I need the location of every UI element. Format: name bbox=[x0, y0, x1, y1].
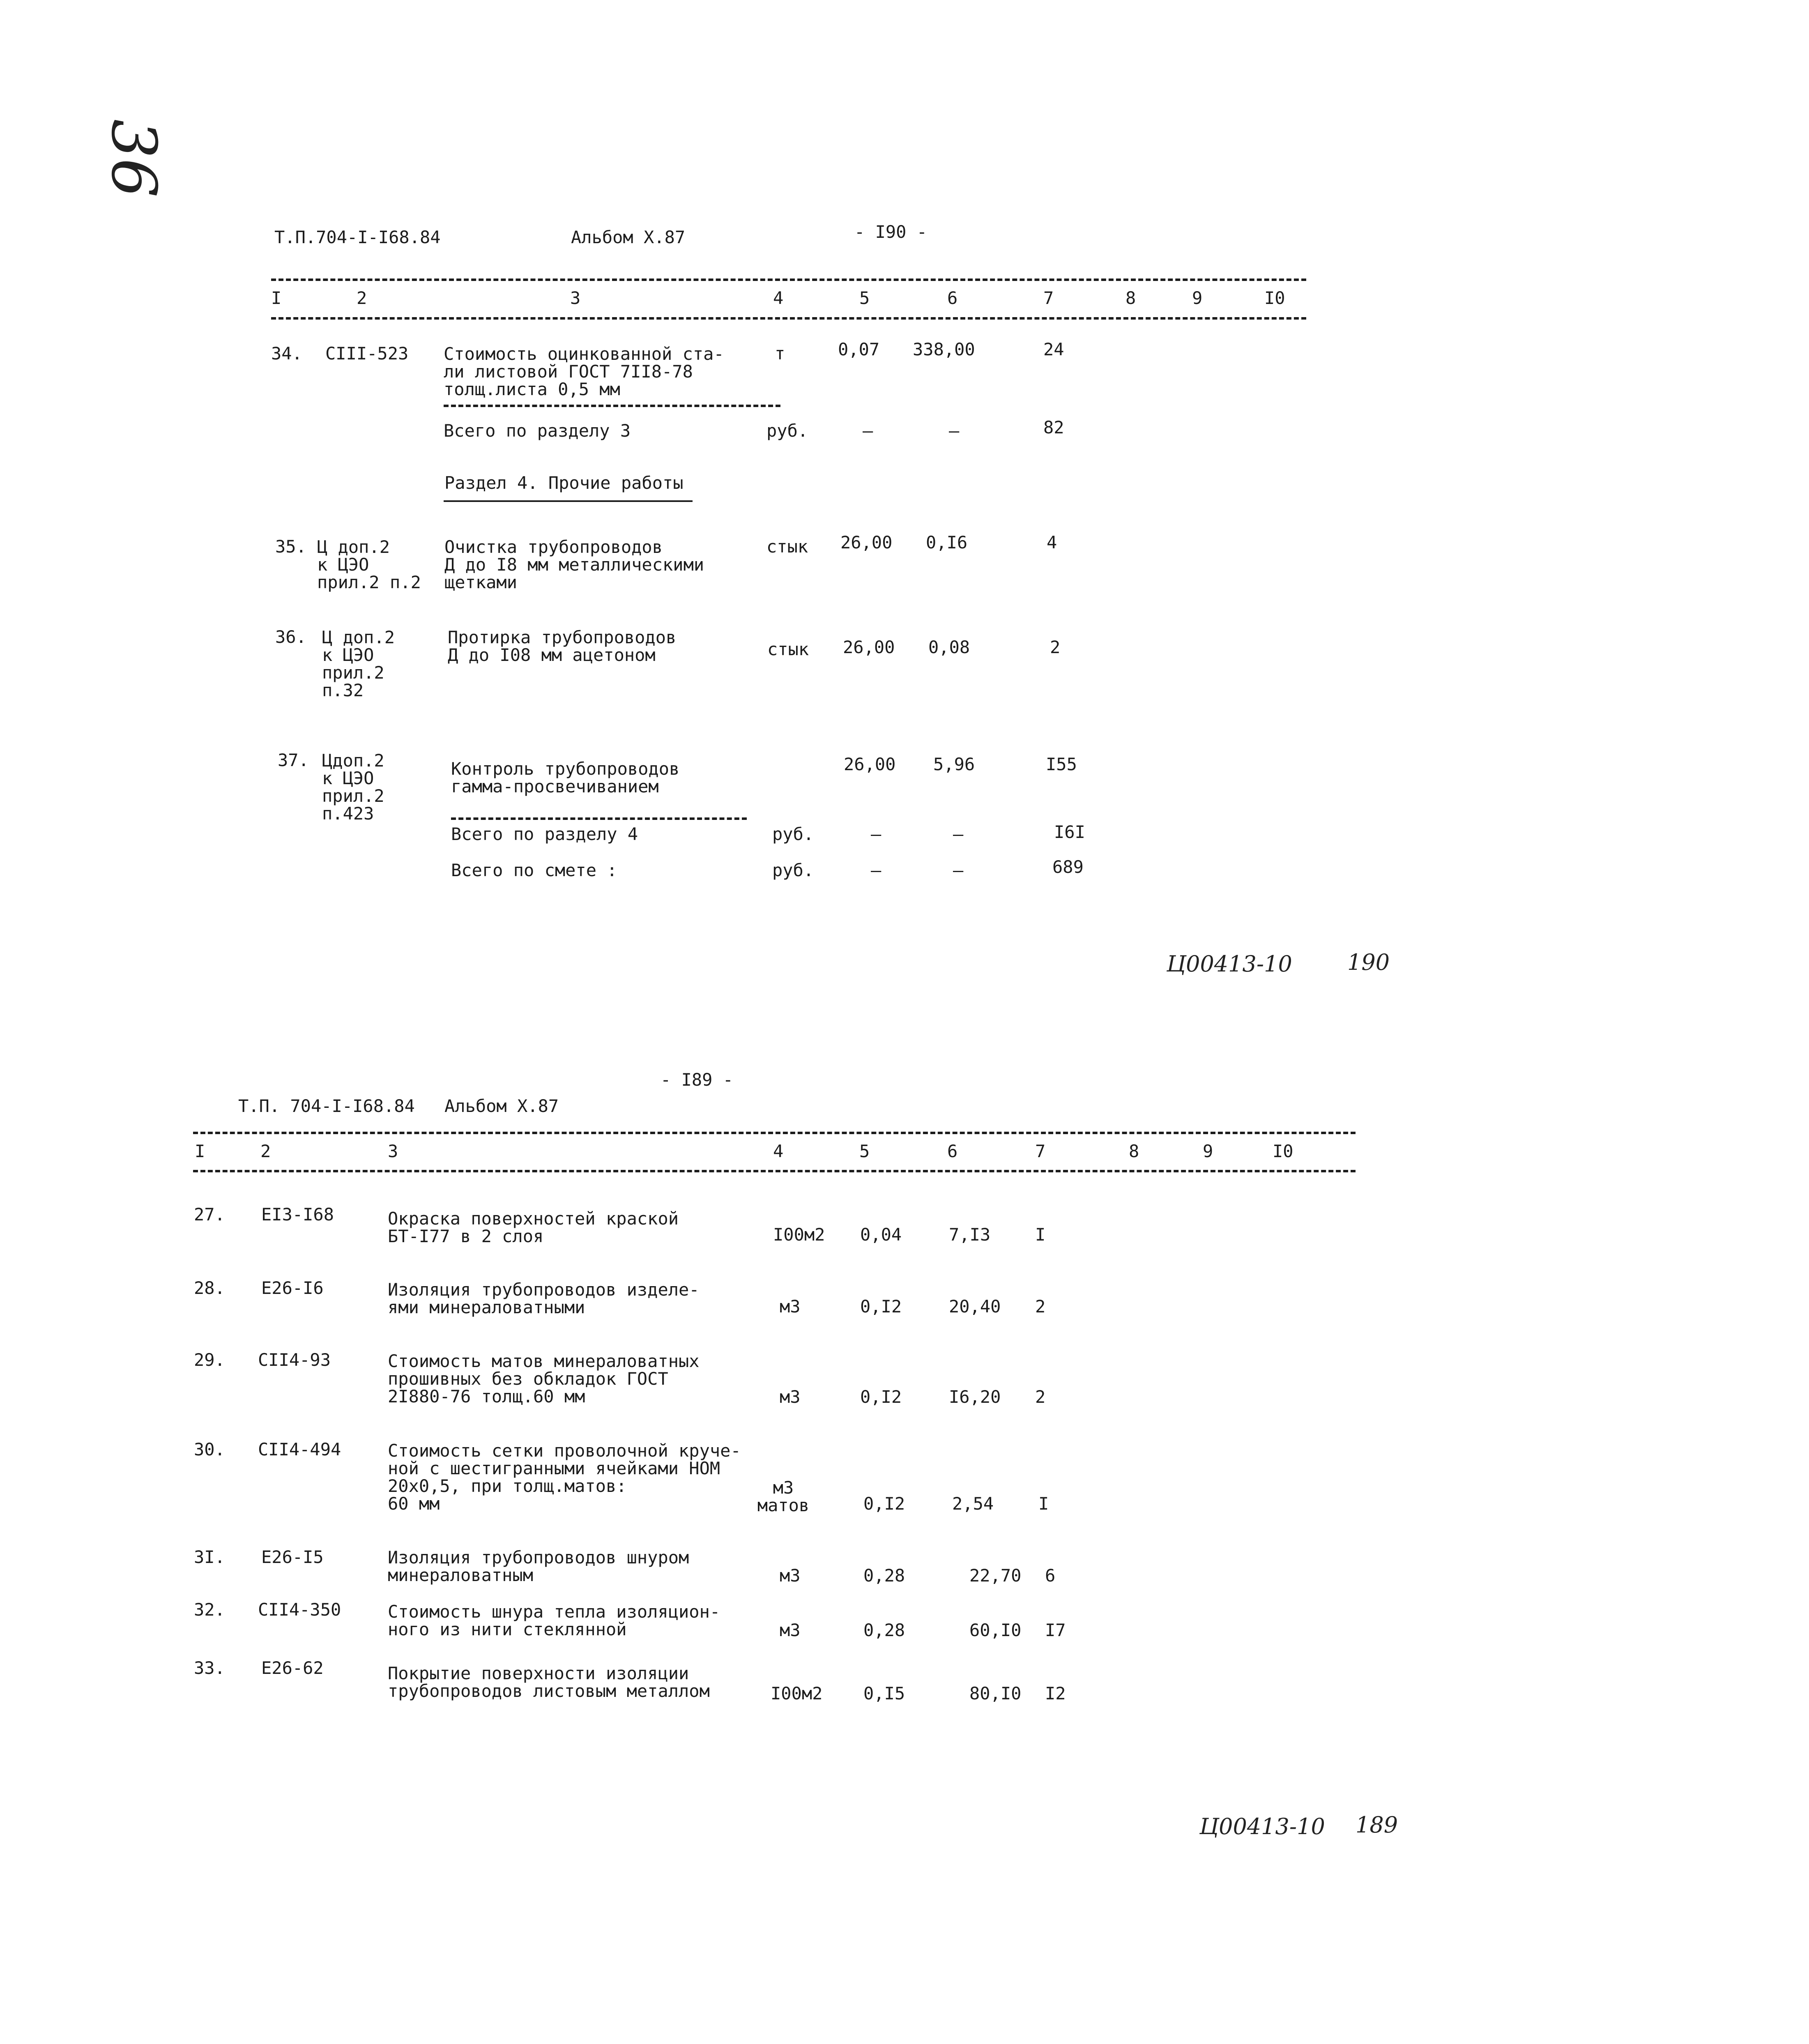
total-sum: 689 bbox=[1052, 857, 1084, 877]
row-qty: 0,28 bbox=[863, 1565, 905, 1586]
total-label: Всего по смете : bbox=[451, 860, 617, 880]
row-description: Стоимость сетки проволочной круче- ной с шестигранными ячейками НОМ 20х0,5, при толщ.матов: 60 мм bbox=[388, 1441, 741, 1514]
row-description: Стоимость матов минераловатных прошивных без обкладок ГОСТ 2I880-76 толщ.60 мм bbox=[388, 1351, 700, 1406]
row-sum: I2 bbox=[1045, 1683, 1066, 1703]
footer-code: Ц00413-10 bbox=[1167, 951, 1292, 977]
margin-mark: 36 bbox=[98, 119, 169, 198]
row-price: 20,40 bbox=[949, 1296, 1001, 1317]
row-code: Ц доп.2 к ЦЭО прил.2 п.32 bbox=[322, 627, 395, 700]
row-qty: 0,28 bbox=[863, 1620, 905, 1640]
row-qty: 0,04 bbox=[860, 1225, 902, 1245]
row-qty: 26,00 bbox=[840, 532, 893, 552]
row-qty: 0,I5 bbox=[863, 1683, 905, 1703]
row-sum: I bbox=[1038, 1494, 1049, 1514]
row-qty: 0,07 bbox=[838, 339, 880, 359]
col-header-2: 2 bbox=[357, 288, 367, 308]
col-header-1: I bbox=[271, 288, 282, 308]
col-header-10: I0 bbox=[1273, 1141, 1293, 1161]
row-unit: т bbox=[775, 343, 785, 364]
row-qty: 0,I2 bbox=[863, 1494, 905, 1514]
footer-code: Ц00413-10 bbox=[1199, 1814, 1325, 1839]
row-number: 29. bbox=[194, 1350, 225, 1370]
row-number: 36. bbox=[275, 627, 306, 647]
row-sum: 6 bbox=[1045, 1565, 1056, 1586]
col-header-5: 5 bbox=[859, 1141, 870, 1161]
subtotal-unit: руб. bbox=[772, 824, 814, 844]
album-label: Альбом X.87 bbox=[571, 227, 686, 247]
row-sum: 4 bbox=[1047, 532, 1057, 552]
row-sum: 2 bbox=[1035, 1387, 1046, 1407]
row-qty: 26,00 bbox=[844, 754, 896, 774]
col-header-9: 9 bbox=[1192, 288, 1203, 308]
row-price: 338,00 bbox=[913, 339, 975, 359]
section-underline bbox=[444, 500, 693, 502]
col-header-5: 5 bbox=[859, 288, 870, 308]
row-qty: 26,00 bbox=[843, 637, 895, 657]
row-price: 7,I3 bbox=[949, 1225, 991, 1245]
row-number: 3I. bbox=[194, 1547, 225, 1567]
page-number: - I90 - bbox=[854, 222, 928, 242]
row-unit: I00м2 bbox=[773, 1225, 825, 1245]
album-label: Альбом X.87 bbox=[444, 1096, 559, 1116]
row-code: Цдоп.2 к ЦЭО прил.2 п.423 bbox=[322, 750, 384, 824]
row-price: 60,I0 bbox=[969, 1620, 1022, 1640]
subtotal-sum: 82 bbox=[1043, 417, 1064, 437]
row-price: I6,20 bbox=[949, 1387, 1001, 1407]
row-code: E26-I6 bbox=[261, 1278, 324, 1298]
row-unit: стык bbox=[767, 639, 809, 659]
row-code: CII4-93 bbox=[258, 1350, 331, 1370]
row-unit: м3 матов bbox=[757, 1478, 810, 1515]
page-number: - I89 - bbox=[661, 1070, 734, 1090]
row-code: CIII-523 bbox=[325, 343, 409, 364]
col-header-9: 9 bbox=[1203, 1141, 1213, 1161]
row-code: Ц доп.2 к ЦЭО прил.2 п.2 bbox=[317, 537, 421, 592]
row-description: Окраска поверхностей краской БТ-I77 в 2 слоя bbox=[388, 1208, 679, 1246]
row-number: 28. bbox=[194, 1278, 225, 1298]
subtotal-unit: руб. bbox=[766, 421, 808, 441]
row-code: E26-62 bbox=[261, 1658, 324, 1678]
row-price: 5,96 bbox=[933, 754, 975, 774]
col-header-6: 6 bbox=[947, 1141, 958, 1161]
row-sum: 24 bbox=[1043, 339, 1064, 359]
col-header-8: 8 bbox=[1129, 1141, 1139, 1161]
row-code: CII4-494 bbox=[258, 1439, 341, 1459]
row-code: CII4-350 bbox=[258, 1600, 341, 1620]
col-header-6: 6 bbox=[947, 288, 958, 308]
row-code: EI3-I68 bbox=[261, 1204, 334, 1225]
row-price: 2,54 bbox=[952, 1494, 994, 1514]
row-sum: I bbox=[1035, 1225, 1046, 1245]
total-unit: руб. bbox=[772, 860, 814, 880]
footer-page: 190 bbox=[1347, 949, 1390, 975]
subtotal-label: Всего по разделу 4 bbox=[451, 824, 638, 844]
row-price: 0,I6 bbox=[926, 532, 968, 552]
col-header-3: 3 bbox=[388, 1141, 398, 1161]
row-code: E26-I5 bbox=[261, 1547, 324, 1567]
header-rule-bottom bbox=[193, 1170, 1356, 1172]
row-number: 35. bbox=[275, 536, 306, 557]
row-description: Контроль трубопроводов гамма-просвечиванием bbox=[451, 759, 680, 796]
col-header-1: I bbox=[195, 1141, 205, 1161]
row-sum: 2 bbox=[1050, 637, 1061, 657]
row-unit: м3 bbox=[780, 1620, 801, 1640]
row-number: 27. bbox=[194, 1204, 225, 1225]
row-description: Стоимость оцинкованной ста- ли листовой ГОСТ 7II8-78 толщ.листа 0,5 мм bbox=[444, 344, 724, 399]
footer-page: 189 bbox=[1356, 1812, 1398, 1838]
col-header-3: 3 bbox=[570, 288, 581, 308]
section-heading: Раздел 4. Прочие работы bbox=[444, 473, 684, 493]
row-price: 80,I0 bbox=[969, 1683, 1022, 1703]
col-header-4: 4 bbox=[773, 288, 784, 308]
row-sum: I55 bbox=[1046, 754, 1077, 774]
row-unit: м3 bbox=[780, 1565, 801, 1586]
header-rule-top bbox=[193, 1132, 1356, 1134]
total-qty: – bbox=[871, 860, 881, 880]
row-number: 37. bbox=[278, 750, 309, 770]
row-unit: I00м2 bbox=[771, 1683, 823, 1703]
row-description: Протирка трубопроводов Д до I08 мм ацетоном bbox=[448, 627, 677, 665]
row-description: Очистка трубопроводов Д до I8 мм металлическими щетками bbox=[444, 537, 704, 592]
row-unit: стык bbox=[766, 536, 808, 557]
col-header-7: 7 bbox=[1043, 288, 1054, 308]
col-header-8: 8 bbox=[1125, 288, 1136, 308]
col-header-4: 4 bbox=[773, 1141, 784, 1161]
subtotal-rule bbox=[451, 817, 747, 820]
doc-ref: Т.П. 704-I-I68.84 bbox=[238, 1096, 415, 1116]
row-description: Покрытие поверхности изоляции трубопроводов листовым металлом bbox=[388, 1663, 710, 1701]
doc-ref: Т.П.704-I-I68.84 bbox=[274, 227, 441, 247]
subtotal-sum: I6I bbox=[1054, 822, 1085, 842]
col-header-10: I0 bbox=[1264, 288, 1285, 308]
col-header-7: 7 bbox=[1035, 1141, 1046, 1161]
total-price: – bbox=[953, 860, 964, 880]
subtotal-qty: – bbox=[863, 421, 873, 441]
row-number: 33. bbox=[194, 1658, 225, 1678]
row-qty: 0,I2 bbox=[860, 1387, 902, 1407]
subtotal-qty: – bbox=[871, 824, 881, 844]
subtotal-price: – bbox=[949, 421, 960, 441]
row-description: Изоляция трубопроводов шнуром минераловатным bbox=[388, 1547, 689, 1585]
row-sum: 2 bbox=[1035, 1296, 1046, 1317]
subtotal-rule bbox=[444, 405, 780, 407]
row-unit: м3 bbox=[780, 1387, 801, 1407]
header-rule-bottom bbox=[271, 317, 1306, 320]
row-description: Стоимость шнура тепла изоляцион- ного из нити стеклянной bbox=[388, 1602, 720, 1639]
header-rule-top bbox=[271, 279, 1306, 281]
row-number: 30. bbox=[194, 1439, 225, 1459]
row-number: 32. bbox=[194, 1600, 225, 1620]
row-qty: 0,I2 bbox=[860, 1296, 902, 1317]
col-header-2: 2 bbox=[260, 1141, 271, 1161]
row-unit: м3 bbox=[780, 1296, 801, 1317]
row-price: 22,70 bbox=[969, 1565, 1022, 1586]
subtotal-label: Всего по разделу 3 bbox=[444, 421, 631, 441]
row-sum: I7 bbox=[1045, 1620, 1066, 1640]
row-price: 0,08 bbox=[928, 637, 970, 657]
row-description: Изоляция трубопроводов изделе- ями минераловатными bbox=[388, 1280, 700, 1317]
row-number: 34. bbox=[271, 343, 302, 364]
subtotal-price: – bbox=[953, 824, 964, 844]
